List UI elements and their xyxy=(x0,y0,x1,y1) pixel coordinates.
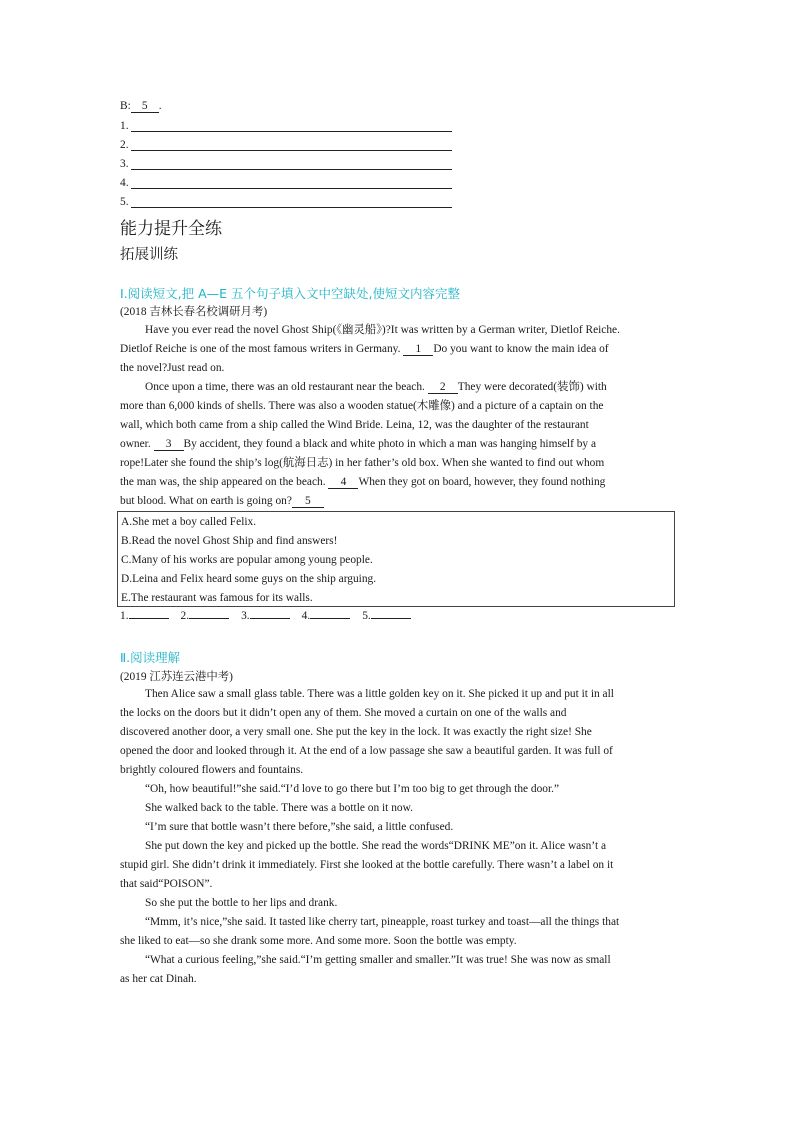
passage-line: stupid girl. She didn’t drink it immediately. First she looked at the bottle carefully. There wasn’t a label on it xyxy=(120,859,614,871)
answer-slot-label: 5. xyxy=(362,610,371,622)
top-answer-suffix: . xyxy=(158,100,162,112)
passage-line: discovered another door, a very small one. She put the key in the lock. It was exactly the right size! She xyxy=(120,726,592,738)
passage-line: the locks on the doors but it didn’t open any of them. She moved a curtain on one of the walls and xyxy=(120,707,567,719)
answer-line xyxy=(131,207,452,208)
passage-line: Then Alice saw a small glass table. There was a little golden key on it. She picked it up and put it in all xyxy=(145,688,614,700)
option-b: B.Read the novel Ghost Ship and find answers! xyxy=(121,535,338,547)
option-e: E.The restaurant was famous for its walls. xyxy=(121,592,313,604)
passage-line: brightly coloured flowers and fountains. xyxy=(120,764,304,776)
main-heading: 能力提升全练 xyxy=(120,219,222,239)
option-a: A.She met a boy called Felix. xyxy=(121,516,257,528)
answer-slot-label: 3. xyxy=(241,610,250,622)
passage-line: “What a curious feeling,”she said.“I’m getting smaller and smaller.”It was true! She was now as small xyxy=(145,954,611,966)
answer-line-label: 2. xyxy=(120,139,129,151)
passage-blank: 2 xyxy=(428,381,458,394)
section1-title: Ⅰ.阅读短文,把 A—E 五个句子填入文中空缺处,使短文内容完整 xyxy=(120,286,461,301)
answer-slot-blank xyxy=(250,618,290,619)
options-box xyxy=(117,511,675,607)
answer-slot-blank xyxy=(371,618,411,619)
answer-slot-label: 2. xyxy=(180,610,190,622)
passage-line: that said“POISON”. xyxy=(120,878,213,890)
answer-slot-blank xyxy=(189,618,229,619)
answer-slot-label: 4. xyxy=(301,610,311,622)
answer-slot-blank xyxy=(129,618,169,619)
top-answer-prefix: B: xyxy=(120,100,131,112)
passage-line: the novel?Just read on. xyxy=(120,362,225,374)
section2-title: Ⅱ.阅读理解 xyxy=(120,650,181,665)
answer-line xyxy=(131,131,452,132)
section1-source: (2018 吉林长春名校调研月考) xyxy=(120,306,268,318)
answer-slot-blank xyxy=(310,618,350,619)
passage-line: “Mmm, it’s nice,”she said. It tasted like cherry tart, pineapple, roast turkey and toast—all the things that xyxy=(145,916,620,928)
passage-line: “I’m sure that bottle wasn’t there before,”she said, a little confused. xyxy=(145,821,454,833)
passage-line: “Oh, how beautiful!”she said.“I’d love to go there but I’m too big to get through the door.” xyxy=(145,783,560,795)
passage-blank: 4 xyxy=(328,476,358,489)
answer-line-label: 3. xyxy=(120,158,129,170)
top-answer xyxy=(120,100,162,113)
passage-blank: 3 xyxy=(154,438,184,451)
section2-passage xyxy=(120,685,680,989)
passage-line: Once upon a time, there was an old restaurant near the beach. 2 They were decorated(装饰) with xyxy=(145,381,607,393)
passage-line: She put down the key and picked up the bottle. She read the words“DRINK ME”on it. Alice wasn’t a xyxy=(145,840,607,852)
passage-line: Have you ever read the novel Ghost Ship(《幽灵船》)?It was written by a German writer, Dietlof Reiche. xyxy=(145,324,620,336)
option-d: D.Leina and Felix heard some guys on the ship arguing. xyxy=(121,573,377,585)
answer-line-label: 1. xyxy=(120,120,129,132)
passage-line: the man was, the ship appeared on the beach. 4 When they got on board, however, they found nothing xyxy=(120,476,606,488)
passage-blank: 1 xyxy=(403,343,433,356)
passage-blank: 5 xyxy=(292,495,324,508)
passage-line: as her cat Dinah. xyxy=(120,973,197,985)
passage-line: opened the door and looked through it. At the end of a low passage she saw a beautiful garden. It was full of xyxy=(120,745,613,757)
answer-slot-label: 1. xyxy=(120,610,129,622)
answer-line xyxy=(131,188,452,189)
answer-line-label: 5. xyxy=(120,196,129,208)
passage-line: So she put the bottle to her lips and drank. xyxy=(145,897,338,909)
passage-line: more than 6,000 kinds of shells. There was also a wooden statue(木雕像) and a picture of a captain on the xyxy=(120,400,604,412)
sub-heading: 拓展训练 xyxy=(120,247,178,263)
passage-line: rope!Later she found the ship’s log(航海日志) in her father’s old box. When she wanted to find out whom xyxy=(120,457,605,469)
passage-line: She walked back to the table. There was a bottle on it now. xyxy=(145,802,413,814)
section2-source: (2019 江苏连云港中考) xyxy=(120,671,233,683)
passage-line: owner. 3 By accident, they found a black and white photo in which a man was hanging himself by a xyxy=(120,438,597,450)
answer-line-label: 4. xyxy=(120,177,129,189)
passage-line: she liked to eat—so she drank some more. And some more. Soon the bottle was empty. xyxy=(120,935,517,947)
answer-line xyxy=(131,169,452,170)
option-c: C.Many of his works are popular among young people. xyxy=(121,554,373,566)
passage-line: wall, which both came from a ship called the Wind Bride. Leina, 12, was the daughter of the restaurant xyxy=(120,419,589,431)
answer-slots xyxy=(120,610,411,622)
passage-line: Dietlof Reiche is one of the most famous writers in Germany. 1 Do you want to know the main idea of xyxy=(120,343,609,355)
passage-line: but blood. What on earth is going on? 5 xyxy=(120,492,680,511)
top-answer-blank: 5 xyxy=(131,100,159,113)
answer-line xyxy=(131,150,452,151)
section1-passage xyxy=(120,321,680,511)
